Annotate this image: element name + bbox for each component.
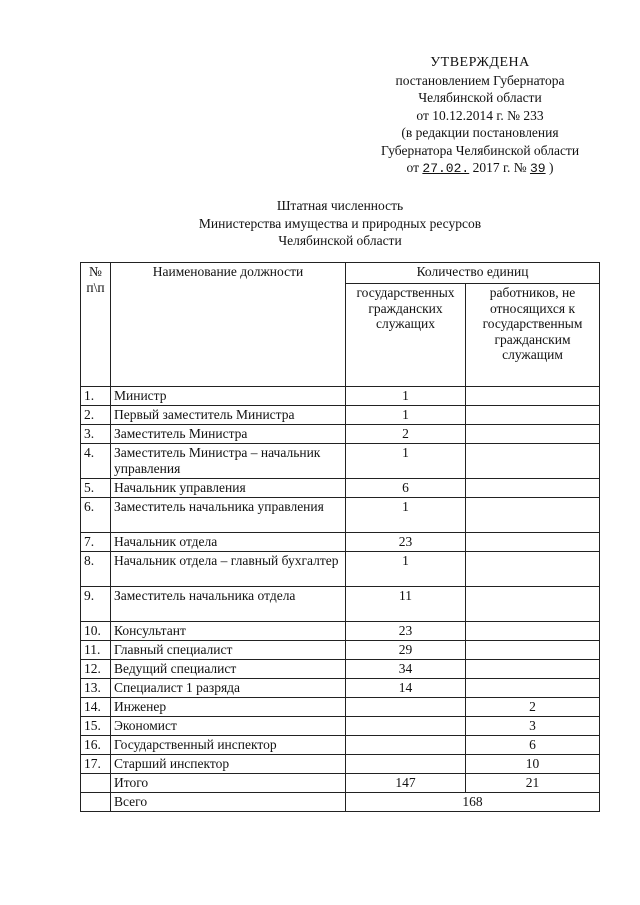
row-other	[466, 425, 600, 444]
row-num: 2.	[81, 406, 111, 425]
row-other: 6	[466, 736, 600, 755]
approval-line: постановлением Губернатора	[395, 72, 565, 88]
approval-line: (в редакции постановления	[401, 125, 559, 140]
row-civil	[346, 717, 466, 736]
row-name: Специалист 1 разряда	[111, 679, 346, 698]
header-count: Количество единиц	[346, 263, 600, 284]
title-line: Штатная численность	[276, 198, 404, 213]
row-civil: 2	[346, 425, 466, 444]
row-num: 6.	[81, 498, 111, 533]
row-name: Заместитель начальника отдела	[111, 587, 346, 622]
table-row	[81, 755, 600, 774]
row-civil: 1	[346, 387, 466, 406]
table-row	[81, 660, 600, 679]
table-row	[81, 587, 600, 622]
table-row	[81, 444, 600, 479]
row-name: Первый заместитель Министра	[111, 406, 346, 425]
row-num: 7.	[81, 533, 111, 552]
row-num: 15.	[81, 717, 111, 736]
revision-number: 39	[529, 161, 546, 176]
row-other	[466, 533, 600, 552]
row-civil: 1	[346, 444, 466, 479]
table-row	[81, 552, 600, 587]
table-row	[81, 622, 600, 641]
row-num: 11.	[81, 641, 111, 660]
table-row	[81, 717, 600, 736]
title-line: Челябинской области	[278, 233, 402, 248]
row-civil: 14	[346, 679, 466, 698]
row-name: Консультант	[111, 622, 346, 641]
staff-table	[80, 262, 600, 812]
table-row	[81, 498, 600, 533]
row-civil: 1	[346, 498, 466, 533]
table-row	[81, 425, 600, 444]
header-name: Наименование должности	[111, 263, 346, 387]
row-other	[466, 498, 600, 533]
row-num: 3.	[81, 425, 111, 444]
table-row	[81, 533, 600, 552]
row-name: Начальник отдела – главный бухгалтер	[111, 552, 346, 587]
row-civil: 23	[346, 533, 466, 552]
row-name: Заместитель начальника управления	[111, 498, 346, 533]
table-row	[81, 387, 600, 406]
row-civil	[346, 755, 466, 774]
header-other: работников, не относящихся к государственным гражданским служащим	[466, 284, 600, 387]
table-row	[81, 641, 600, 660]
row-other	[466, 660, 600, 679]
row-other	[466, 552, 600, 587]
itogo-other: 21	[466, 774, 600, 793]
vsego-value: 168	[346, 793, 600, 812]
row-num: 14.	[81, 698, 111, 717]
approval-heading: УТВЕРЖДЕНА	[430, 55, 530, 70]
row-num: 1.	[81, 387, 111, 406]
row-civil: 29	[346, 641, 466, 660]
vsego-label: Всего	[111, 793, 346, 812]
row-name: Начальник управления	[111, 479, 346, 498]
approval-line: от 10.12.2014 г. № 233	[416, 107, 544, 123]
grand-total-row	[81, 793, 600, 812]
row-name: Министр	[111, 387, 346, 406]
row-name: Старший инспектор	[111, 755, 346, 774]
row-num: 13.	[81, 679, 111, 698]
row-num: 10.	[81, 622, 111, 641]
row-num: 4.	[81, 444, 111, 479]
header-civil: государственных гражданских служащих	[346, 284, 466, 387]
itogo-civil: 147	[346, 774, 466, 793]
row-num: 8.	[81, 552, 111, 587]
row-name: Заместитель Министра – начальник управления	[111, 444, 346, 479]
row-name: Начальник отдела	[111, 533, 346, 552]
row-other	[466, 679, 600, 698]
document-title	[120, 197, 560, 250]
header-num: № п\п	[81, 263, 111, 387]
row-other	[466, 479, 600, 498]
table-row	[81, 679, 600, 698]
row-num: 9.	[81, 587, 111, 622]
row-civil: 34	[346, 660, 466, 679]
row-name: Государственный инспектор	[111, 736, 346, 755]
table-row	[81, 406, 600, 425]
row-other: 2	[466, 698, 600, 717]
row-name: Инженер	[111, 698, 346, 717]
row-other	[466, 587, 600, 622]
row-name: Экономист	[111, 717, 346, 736]
row-civil	[346, 698, 466, 717]
row-civil	[346, 736, 466, 755]
approval-line: Челябинской области	[418, 90, 542, 105]
itogo-label: Итого	[111, 774, 346, 793]
row-other	[466, 444, 600, 479]
title-line: Министерства имущества и природных ресурсов	[198, 215, 482, 231]
row-civil: 1	[346, 552, 466, 587]
row-other	[466, 387, 600, 406]
row-civil: 23	[346, 622, 466, 641]
row-num: 12.	[81, 660, 111, 679]
row-civil: 6	[346, 479, 466, 498]
row-num: 17.	[81, 755, 111, 774]
row-other: 3	[466, 717, 600, 736]
revision-date: 27.02.	[422, 161, 470, 176]
row-name: Заместитель Министра	[111, 425, 346, 444]
approval-block	[360, 54, 600, 178]
row-other	[466, 641, 600, 660]
row-num: 5.	[81, 479, 111, 498]
row-other: 10	[466, 755, 600, 774]
table-row	[81, 698, 600, 717]
approval-revision-line: от 27.02. 2017 г. № 39 )	[406, 160, 554, 176]
approval-line: Губернатора Челябинской области	[380, 142, 580, 158]
row-other	[466, 622, 600, 641]
table-row	[81, 736, 600, 755]
row-other	[466, 406, 600, 425]
row-name: Ведущий специалист	[111, 660, 346, 679]
table-row	[81, 479, 600, 498]
row-civil: 11	[346, 587, 466, 622]
total-row	[81, 774, 600, 793]
row-name: Главный специалист	[111, 641, 346, 660]
row-num: 16.	[81, 736, 111, 755]
row-civil: 1	[346, 406, 466, 425]
table-body	[81, 387, 600, 812]
